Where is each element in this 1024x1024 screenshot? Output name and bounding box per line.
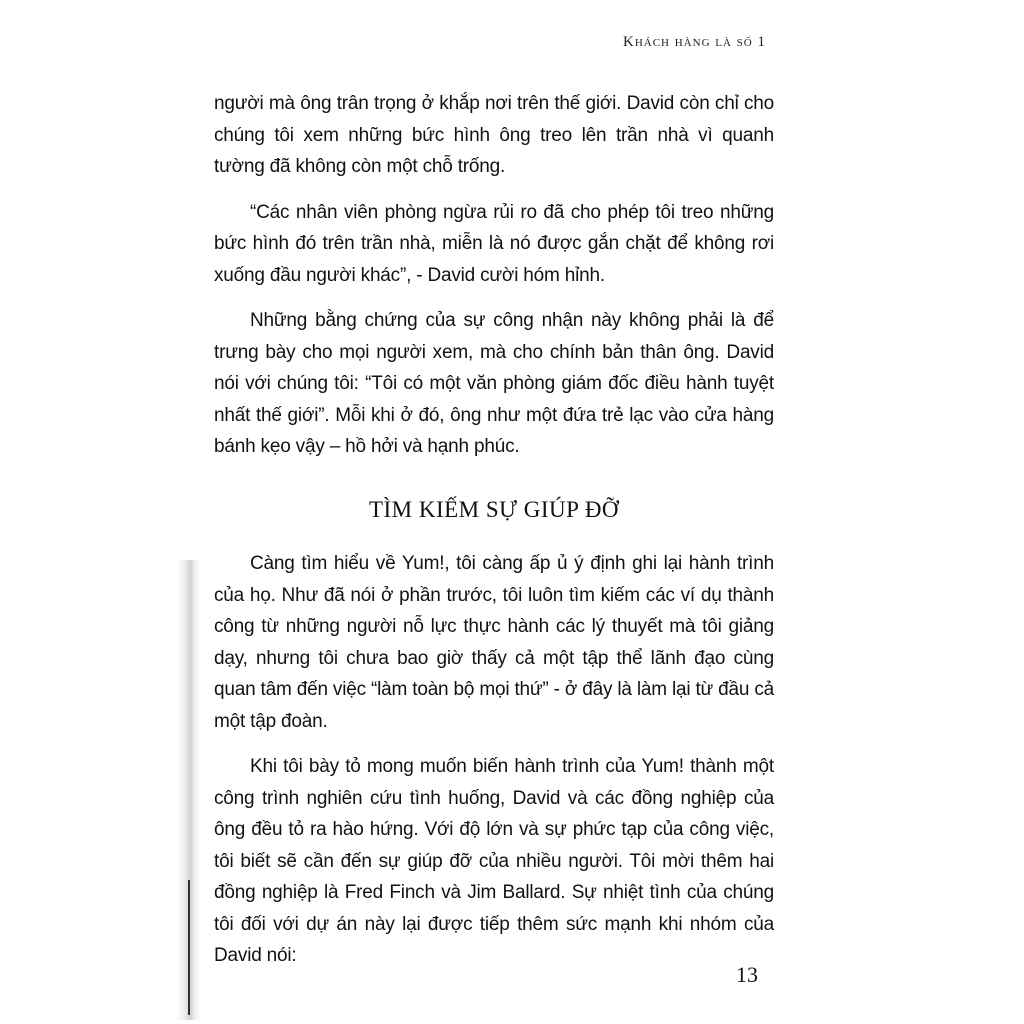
scan-gutter-line — [188, 880, 190, 1015]
running-head: Khách hàng là số 1 — [622, 34, 766, 50]
body-text-top — [214, 88, 774, 477]
paragraph-2: “Các nhân viên phòng ngừa rủi ro đã cho phép tôi treo những bức hình đó trên trần nhà, miễn là nó được gắn chặt để không rơi xuống đầu người khác”, - David cười hóm hỉnh. — [214, 201, 774, 286]
paragraph-3: Những bằng chứng của sự công nhận này không phải là để trưng bày cho mọi người xem, mà cho chính bản thân ông. David nói với chúng tôi: “Tôi có một văn phòng giám đốc điều hành tuyệt nhất thế giới”. Mỗi khi ở đó, ông như một đứa trẻ lạc vào cửa hàng bánh kẹo vậy – hồ hởi và hạnh phúc. — [214, 310, 774, 457]
paragraph-5: Khi tôi bày tỏ mong muốn biến hành trình của Yum! thành một công trình nghiên cứu tình huống, David và các đồng nghiệp của ông đều tỏ ra hào hứng. Với độ lớn và sự phức tạp của công việc, tôi biết sẽ cần đến sự giúp đỡ của nhiều người. Tôi mời thêm hai đồng nghiệp là Fred Finch và Jim Ballard. Sự nhiệt tình của chúng tôi đối với dự án này lại được tiếp thêm sức mạnh khi nhóm của David nói: — [214, 756, 774, 966]
paragraph-1: người mà ông trân trọng ở khắp nơi trên thế giới. David còn chỉ cho chúng tôi xem những bức hình ông treo lên trần nhà vì quanh tường đã không còn một chỗ trống. — [214, 93, 774, 177]
section-heading: TÌM KIẾM SỰ GIÚP ĐỠ — [368, 497, 620, 522]
page-number: 13 — [736, 962, 758, 987]
paragraph-4: Càng tìm hiểu về Yum!, tôi càng ấp ủ ý định ghi lại hành trình của họ. Như đã nói ở phần trước, tôi luôn tìm kiếm các ví dụ thành công từ những người nỗ lực thực hành các lý thuyết mà tôi giảng dạy, nhưng tôi chưa bao giờ thấy cả một tập thể lãnh đạo cùng quan tâm đến việc “làm toàn bộ mọi thứ” - ở đây là làm lại từ đầu cả một tập đoàn. — [214, 553, 774, 732]
body-text-bottom — [214, 548, 774, 986]
